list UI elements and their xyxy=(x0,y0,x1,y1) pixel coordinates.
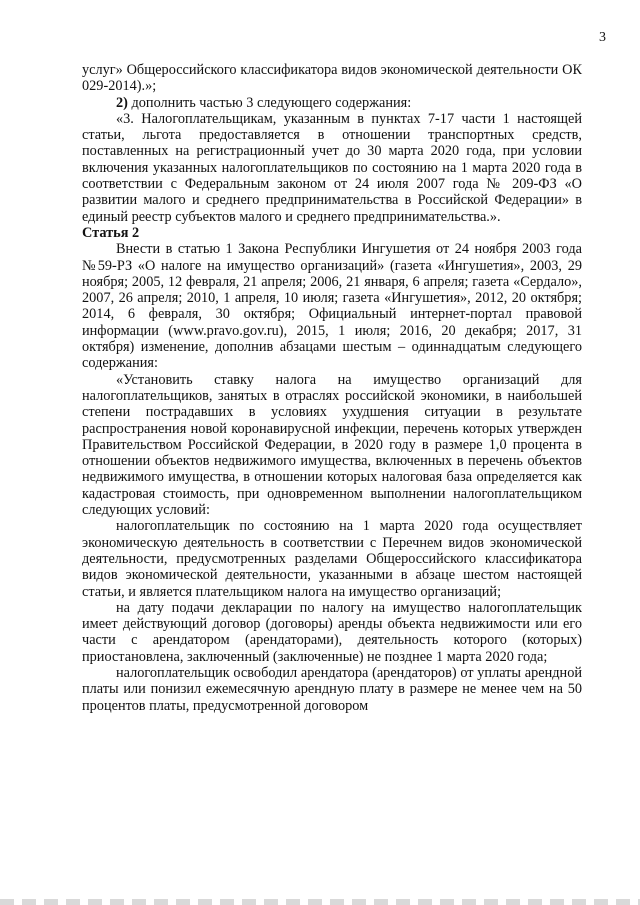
paragraph-tax-rate: «Установить ставку налога на имущество организаций для налогоплательщиков, занятых в отраслях российской экономики, в наибольшей степени пострадавших в условиях ухудшения ситуации в результате распространения новой коронавирусной инфекции, перечень которых утвержден Правительством Российской Федерации, в 2020 году в размере 1,0 процента в отношении объектов недвижимого имущества, включенных в перечень объектов недвижимого имущества, в отношении которых налоговая база определяется как кадастровая стоимость, при одновременном выполнении налогоплательщиком следующих условий: xyxy=(82,371,582,519)
article-2-heading: Статья 2 xyxy=(82,224,140,241)
paragraph-condition-2: на дату подачи декларации по налогу на имущество налогоплательщик имеет действующий договор (договоры) аренды объекта недвижимости или его части с арендатором (арендаторами), деятельность которого (которых) приостановлена, заключенный (заключенные) не позднее 1 марта 2020 года; xyxy=(82,599,582,665)
paragraph-condition-3: налогоплательщик освободил арендатора (арендаторов) от уплаты арендной платы или понизил ежемесячную арендную плату в размере не менее чем на 50 процентов платы, предусмотренной договором xyxy=(82,664,582,714)
scan-edge xyxy=(0,899,640,905)
item-marker: 2) xyxy=(116,94,128,111)
paragraph-okved-tail: услуг» Общероссийского классификатора видов экономической деятельности ОК 029-2014).»; xyxy=(82,62,582,95)
paragraph-amend-law: Внести в статью 1 Закона Республики Ингушетия от 24 ноября 2003 года №59-РЗ «О налоге на имущество организаций» (газета «Ингушетия», 2003, 29 ноября; 2005, 12 февраля, 21 апреля; 2006, 21 января, 6 апреля; газета «Сердало», 2007, 26 апреля; 2010, 1 апреля, 10 июля; газета «Ингушетия», 2012, 20 октября; 2014, 6 февраля, 30 октября; Официальный интернет-портал правовой информации (www.pravo.gov.ru), 2015, 1 июля; 2016, 20 декабря; 2017, 31 октября) изменение, дополнив абзацами шестым – одиннадцатым следующего содержания: xyxy=(82,241,582,372)
document-body xyxy=(82,62,582,714)
page-number: 3 xyxy=(599,30,606,45)
paragraph-condition-1: налогоплательщик по состоянию на 1 марта 2020 года осуществляет экономическую деятельность в соответствии с Перечнем видов экономической деятельности, предусмотренных разделами Общероссийского классификатора видов экономической деятельности, указанными в абзаце шестом настоящей статьи, и является плательщиком налога на имущество организаций; xyxy=(82,518,582,600)
paragraph-part-3-text: «3. Налогоплательщикам, указанным в пунктах 7-17 части 1 настоящей статьи, льгота предоставляется в отношении транспортных средств, поставленных на регистрационный учет до 30 марта 2020 года, при условии включения указанных налогоплательщиков по состоянию на 1 марта 2020 года в соответствии с Федеральным законом от 24 июля 2007 года № 209-ФЗ «О развитии малого и среднего предпринимательства в Российской Федерации» в единый реестр субъектов малого и среднего предпринимательства.». xyxy=(82,110,582,225)
paragraph-add-part-3-text: дополнить частью 3 следующего содержания: xyxy=(131,94,412,111)
paragraph-add-part-3 xyxy=(82,95,582,111)
